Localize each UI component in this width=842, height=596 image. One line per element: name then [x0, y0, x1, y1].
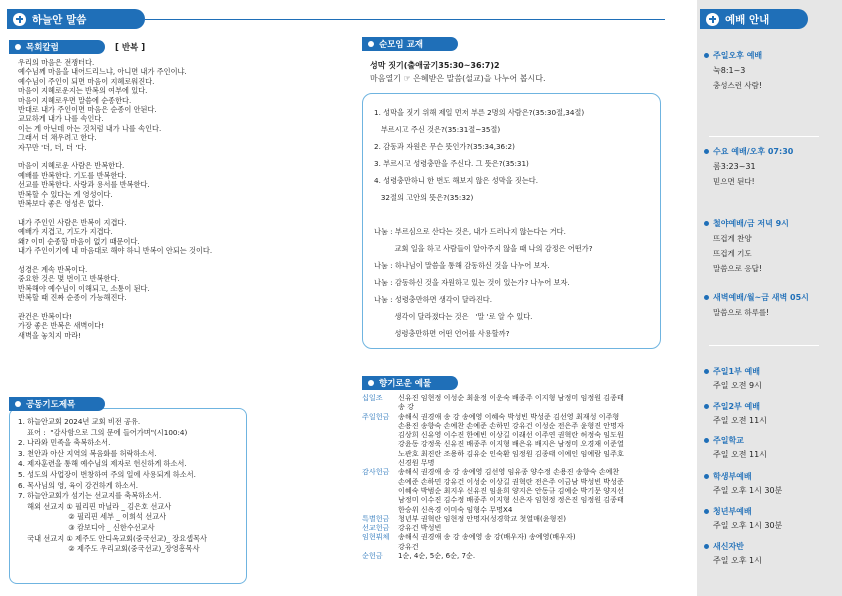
cell-intro: 마음열기 ☞ 은혜받은 말씀(설교)을 나누어 봅시다.: [370, 74, 546, 83]
column-paragraph: [18, 218, 212, 256]
service-title: 주일2부 예배: [713, 402, 760, 411]
question-item: 3. 부르시고 성령충만을 주신다. 그 뜻은?(35:31): [374, 159, 529, 168]
offering-names: 송해식 권경애 송 강 송예영 이혜숙 박성빈 박성준 김선영 최재성 이주형: [398, 411, 620, 421]
prayer-item: 5. 성도의 사업장이 번창하여 주의 일에 사용되게 하소서.: [18, 469, 196, 479]
offering-names: 손예준 손하민 강유건 이성순 이상길 권혁란 전은주 이금남 박성빈 박성준: [398, 476, 624, 486]
service-detail: 뜨겁게 기도: [713, 249, 752, 258]
service-title: 학생부예배: [713, 472, 752, 481]
discussion-item: 성령충만하면 어떤 언어를 사용할까?: [374, 329, 510, 338]
discussion-item: 나눔 : 하나님이 말씀을 통해 감동하신 것을 나누어 보자.: [374, 261, 550, 270]
offering-names: 송 강: [398, 402, 414, 412]
service-item: [704, 218, 789, 274]
column-line: 내가 주인인 사람은 반복이 지겹다.: [18, 217, 127, 227]
service-title: 수요 예배/오후 07:30: [713, 147, 794, 156]
service-time: 주일 오전 11시: [713, 416, 767, 425]
service-item: [704, 146, 793, 187]
offering-names: 손용진 송향숙 손예찬 손예준 손하민 강유건 이성순 전은주 윤형진 안명자: [398, 420, 624, 430]
service-item: [704, 541, 762, 566]
offering-type: 선교헌금: [362, 523, 390, 533]
column-line: 예수님께 마음을 내어드리느냐, 아니면 내가 주인이냐.: [18, 67, 187, 77]
service-time: 주일 오후 1시 30분: [713, 521, 783, 530]
column-label-text: 목회칼럼: [26, 43, 59, 53]
service-item: [704, 506, 782, 531]
column-line: 중요한 것은 몇 번이고 반복한다.: [18, 274, 120, 284]
service-item: [704, 401, 767, 426]
column-line: 관건은 반복이다!: [18, 311, 72, 321]
service-title: 주일오후 예배: [713, 51, 763, 60]
bullet-icon: [704, 509, 709, 514]
column-line: 왜? 이미 순종할 마음이 없기 때문이다.: [18, 236, 140, 246]
offering-names: 청년부 권혁란 임현정 안명자(성경학교 첫열매(윤형진): [398, 513, 567, 523]
bullet-icon: [15, 401, 21, 407]
column-paragraph: [18, 312, 212, 340]
service-item: [704, 366, 762, 391]
offering-names: 송해식 권경애 송 강 송예영 김선영 임유종 양수정 손용진 송향숙 손예찬: [398, 467, 620, 477]
offering-names: 1순, 4순, 5순, 6순, 7순.: [398, 551, 476, 561]
bullet-icon: [704, 544, 709, 549]
sidebar-divider: [709, 136, 819, 137]
column-paragraph: [18, 161, 212, 208]
column-line: 새벽을 놓치지 마라!: [18, 330, 81, 340]
bullet-icon: [704, 295, 709, 300]
offering-row: [362, 532, 662, 551]
header-divider: [145, 19, 665, 20]
discussion-item: 생각이 달라졌다는 것은 '말 '로 알 수 있다.: [374, 312, 533, 321]
column-line: 내가 주인이기에 내 마음대로 해야 하니 반복이 안되는 것이다.: [18, 246, 213, 256]
offering-row: [362, 393, 662, 412]
prayer-list: [18, 417, 207, 555]
bullet-icon: [704, 221, 709, 226]
bullet-icon: [704, 149, 709, 154]
offering-row: [362, 467, 662, 513]
offering-names: 김상희 신유영 이수진 한예빈 이상길 이래선 이주연 권혁란 허정숙 임도원: [398, 430, 624, 440]
offering-type: 주일헌금: [362, 411, 390, 421]
offering-type: 임현뷔체: [362, 532, 390, 542]
question-item: 1. 성막을 짓기 위해 제일 먼저 부른 2명의 사람은?(35:30절,34절): [374, 108, 585, 117]
service-detail: 뜨겁게 찬양: [713, 234, 752, 243]
cell-title: 성막 짓기(출애굽기35:30~36:7)2: [370, 61, 500, 70]
section-header: [7, 9, 145, 29]
column-line: 선교를 반복한다. 사랑과 용서를 반복한다.: [18, 180, 150, 190]
prayer-item: 6. 목사님의 영, 육이 강건하게 하소서.: [18, 480, 139, 490]
service-title: 청년부예배: [713, 507, 752, 516]
discussion-item: 나눔 : 감동하신 것을 자원하고 있는 것이 있는가? 나누어 보자.: [374, 278, 570, 287]
column-line: 마음이 지혜로우면 말씀에 순종한다.: [18, 95, 132, 105]
bullet-icon: [368, 41, 374, 47]
service-time: 주일 오전 11시: [713, 450, 767, 459]
service-time: 주일 오전 9시: [713, 381, 762, 390]
column-line: 반복해야 예수님이 이해되고, 소통이 된다.: [18, 283, 150, 293]
offering-names: 남정미 이수진 김수정 배종주 이지형 신은자 임현정 정은진 임정원 김종태: [398, 495, 624, 505]
offering-type: 순헌금: [362, 551, 383, 561]
bullet-icon: [704, 404, 709, 409]
plus-circle-icon: [706, 13, 719, 26]
discussion-item: 나눔 : 성령충만하면 생각이 달라진다.: [374, 295, 492, 304]
service-time: 주일 오후 1시: [713, 556, 762, 565]
prayer-item: 2. 나라와 민족을 축복하소서.: [18, 438, 111, 448]
column-body: [18, 58, 212, 340]
column-line: 교묘하게 내가 나를 속인다.: [18, 114, 104, 124]
column-line: 예수님이 주인이 되면 마음이 지혜로워진다.: [18, 76, 155, 86]
offering-row: [362, 551, 662, 560]
offering-row: [362, 514, 662, 523]
column-subtitle: [ 반복 ]: [115, 43, 146, 53]
offering-names: 강유건: [398, 541, 419, 551]
offering-names: 한승위 신옥경 이미숙 임형수 무명X4: [398, 504, 513, 514]
offering-names: 신유진 임현정 이성순 최윤정 이운숙 배종주 이지형 남정미 임정원 김종태: [398, 393, 624, 402]
column-line: 성경은 계속 반복이다.: [18, 264, 88, 274]
column-line: 마음이 지혜로운지는 반복의 여부에 있다.: [18, 86, 148, 96]
bullet-icon: [704, 438, 709, 443]
offering-names: 노관호 최진란 조용하 김유순 인숙환 임정원 김종태 이예인 임예람 임주호: [398, 448, 624, 458]
prayer-item: 7. 하늘안교회가 섬기는 선교지를 축복하소서.: [18, 491, 162, 501]
column-line: 예배를 반복한다. 기도를 반복한다.: [18, 170, 127, 180]
offering-row: [362, 523, 662, 532]
column-paragraph: [18, 58, 212, 152]
service-sermon-title: 충성스런 사람!: [713, 81, 762, 90]
column-line: 우리의 마음은 전쟁터다.: [18, 58, 95, 67]
column-line: 이는 게 아닌데 아는 것처럼 내가 나를 속인다.: [18, 123, 162, 133]
bullet-icon: [15, 44, 21, 50]
bullet-icon: [368, 380, 374, 386]
offering-names: 이혜숙 박범순 최지우 신유진 임윤희 양지은 안동규 김예순 박기문 양지선: [398, 485, 624, 495]
sidebar-header: [700, 9, 808, 29]
service-time: 주일 오후 1시 30분: [713, 486, 783, 495]
service-sermon-title: 믿으면 된다!: [713, 177, 755, 186]
service-item: [704, 50, 762, 91]
offering-names: 강유건 박성빈: [398, 523, 442, 533]
prayer-item: ② 제주도 우리교회(중국선교)_장영흥목사: [18, 544, 200, 554]
question-item: 부르시고 주신 것은?(35:31절~35절): [374, 125, 501, 134]
cell-label: [362, 37, 458, 51]
prayer-item: ③ 캄보디아 _ 신한수선교사: [18, 522, 155, 532]
cell-label-text: 순모임 교재: [379, 40, 424, 50]
service-title: 새신자반: [713, 542, 744, 551]
column-line: 가장 좋은 반복은 새벽이다!: [18, 321, 105, 331]
question-item: 32절의 고안의 뜻은?(35:32): [374, 193, 474, 202]
service-item: [704, 435, 767, 460]
prayer-item: 표어 : "감사함으로 그의 문에 들어가며"(시100:4): [18, 427, 188, 437]
offerings-label-text: 향기로운 예물: [379, 379, 432, 389]
column-line: 예배가 지겹고, 기도가 지겹다.: [18, 227, 113, 237]
service-scripture: 롬3:23~31: [713, 162, 756, 171]
offerings-list: [362, 393, 662, 560]
service-item: [704, 471, 782, 496]
prayer-item: 국내 선교지 ① 제주도 안디옥교회(중국선교)_ 장요셉목사: [18, 533, 207, 543]
offering-row: [362, 412, 662, 468]
column-line: 마음이 지혜로운 사람은 반복한다.: [18, 161, 125, 171]
prayer-label-text: 공동기도제목: [26, 400, 76, 410]
column-line: 반대로 내가 주인이면 마음은 순종이 안된다.: [18, 105, 157, 115]
prayer-item: 1. 하늘안교회 2024년 교회 비전 공유.: [18, 417, 141, 426]
service-detail: 말씀으로 응답!: [713, 264, 762, 273]
offering-type: 십일조: [362, 393, 383, 402]
bullet-icon: [704, 53, 709, 58]
column-paragraph: [18, 265, 212, 303]
prayer-item: 3. 천안과 아산 지역의 복음화를 허락하소서.: [18, 448, 157, 458]
offering-type: 특별헌금: [362, 513, 390, 523]
offering-names: 신경원 무명: [398, 458, 435, 468]
prayer-item: ② 필리핀 세부 _ 이희석 선교사: [18, 512, 167, 522]
discussion-item: 나눔 : 부르심으로 산다는 것은, 내가 드러나지 않는다는 거다.: [374, 227, 566, 236]
bullet-icon: [704, 369, 709, 374]
service-title: 주일1부 예배: [713, 367, 760, 376]
sidebar-divider: [709, 345, 819, 346]
column-label: [9, 40, 105, 54]
section-header-title: 하늘안 말씀: [32, 13, 87, 26]
offering-type: 감사헌금: [362, 467, 390, 477]
service-detail: 말씀으로 하루를!: [713, 308, 770, 317]
service-title: 새벽예배/월~금 새벽 05시: [713, 293, 809, 302]
column-line: 반복보다 좋은 영성은 없다.: [18, 199, 104, 209]
column-line: 그래서 더 채우려고 한다.: [18, 133, 97, 143]
offering-names: 송해식 권경애 송 강 송예영 송 강(배우자) 송예영(배우자): [398, 532, 576, 542]
offering-names: 강윤동 강정욱 신유진 배종주 이지형 배은유 배지은 남정미 오경재 이준열: [398, 439, 624, 449]
question-item: 4. 성령충만하니 한 번도 해보지 않은 성막을 짓는다.: [374, 176, 538, 185]
prayer-item: 해외 선교지 ① 필리핀 마닐라 _ 김은호 선교사: [18, 501, 172, 511]
offerings-label: [362, 376, 458, 390]
service-scripture: 눅8:1~3: [713, 66, 746, 75]
column-line: 자꾸만 '더, 더, 더 '다.: [18, 142, 87, 152]
prayer-item: 4. 제자훈련을 통해 예수님의 제자로 헌신하게 하소서.: [18, 459, 187, 469]
bullet-icon: [704, 474, 709, 479]
service-title: 철야예배/금 저녁 9시: [713, 219, 789, 228]
service-title: 주일학교: [713, 436, 744, 445]
discussion-item: 교회 일을 하고 사람들이 알아주지 않을 때 나의 감정은 어떤가?: [374, 244, 593, 253]
plus-circle-icon: [13, 13, 26, 26]
column-line: 반복할 수 있다는 게 영성이다.: [18, 189, 113, 199]
sidebar-title: 예배 안내: [725, 13, 770, 26]
service-item: [704, 292, 809, 318]
question-item: 2. 감동과 자원은 무슨 뜻인가?(35:34,36:2): [374, 142, 515, 151]
column-line: 반복할 때 진짜 순종이 가능해진다.: [18, 293, 127, 303]
prayer-label: [9, 397, 105, 411]
